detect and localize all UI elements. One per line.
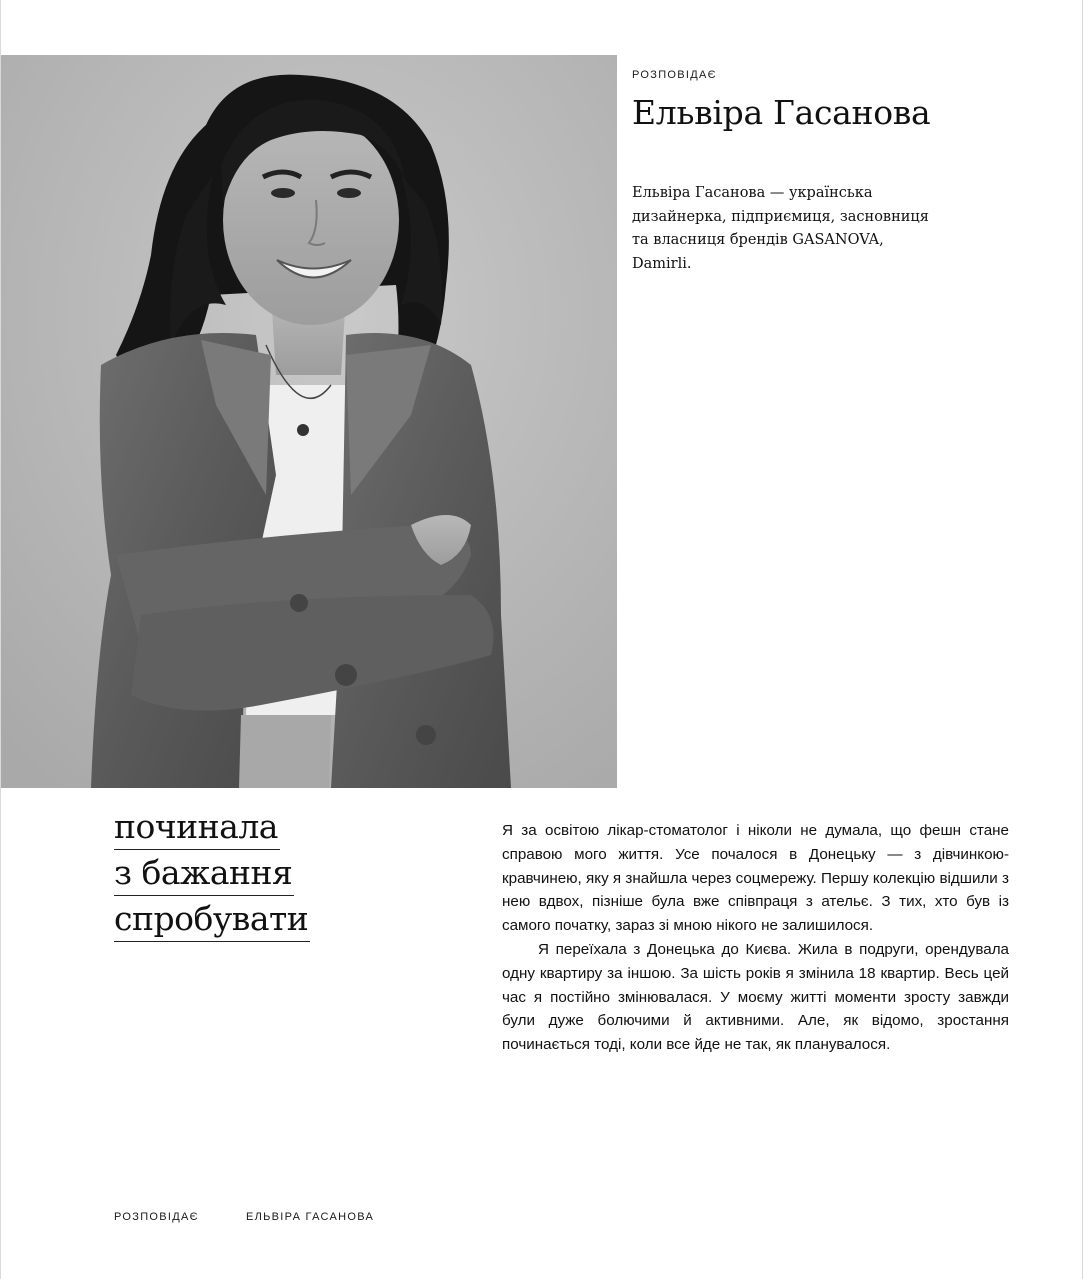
author-kicker: РОЗПОВІДАЄ: [632, 69, 717, 81]
footer-author: ЕЛЬВІРА ГАСАНОВА: [246, 1211, 375, 1223]
pull-quote-line: спробувати: [114, 896, 310, 942]
footer-kicker: РОЗПОВІДАЄ: [114, 1211, 199, 1223]
portrait-photo: [1, 55, 617, 788]
article-paragraph: Я переїхала з Донецька до Києва. Жила в подруги, орендувала одну квартиру за іншою. За шість років я змінила 18 квартир. Весь цей час я постійно змінювалася. У моєму житті моменти зросту завжди були дуже болючими й активними. Але, як відомо, зростання починається тоді, коли все йде не так, як планувалося.: [502, 940, 1009, 1054]
article-body: [502, 819, 1009, 1057]
pull-quote-line: починала: [114, 804, 280, 850]
author-bio: Ельвіра Гасанова — українська дизайнерка, підприємиця, засновниця та власниця брендів GASANOVA, Damirli.: [632, 185, 929, 272]
article-paragraph: Я за освітою лікар-стоматолог і ніколи не думала, що фешн стане справою мого життя. Усе почалося в Донецьку — з дівчинкою-кравчинею, яку я знайшла через соцмережу. Першу колекцію відшили з нею вдвох, пізніше була вже співпраця з ательє. З тих, хто був із самого початку, зараз зі мною нікого не залишилося.: [502, 822, 1009, 935]
author-name: Ельвіра Гасанова: [632, 93, 931, 132]
pull-quote: [114, 804, 310, 942]
pull-quote-line: з бажання: [114, 850, 294, 896]
